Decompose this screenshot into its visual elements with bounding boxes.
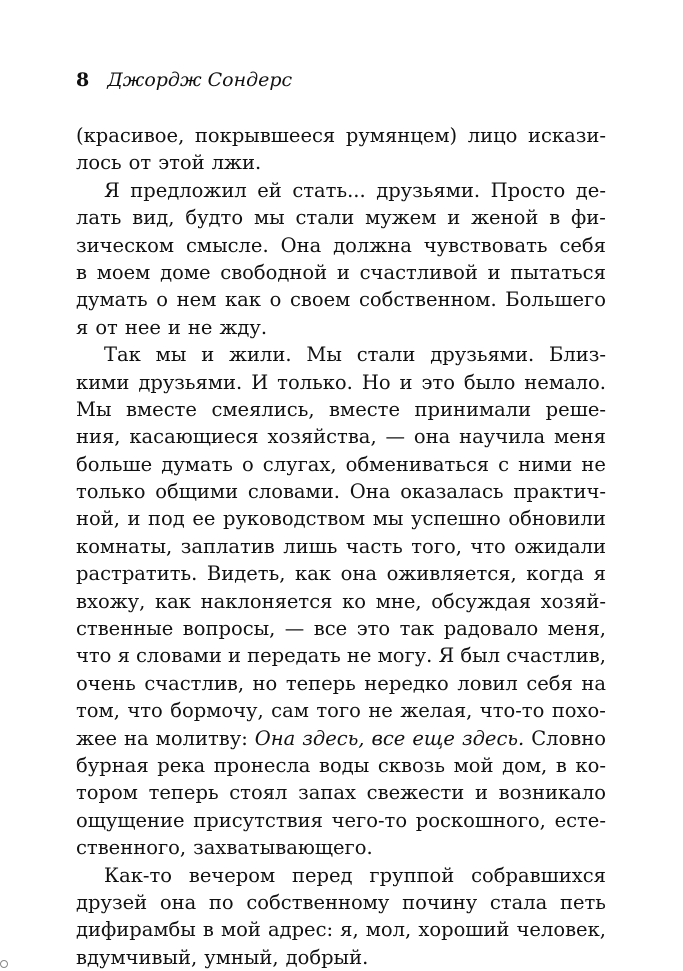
word: это	[421, 370, 455, 394]
word: думать	[76, 288, 148, 312]
word: думать	[161, 452, 233, 476]
word: о	[241, 452, 254, 476]
word: от	[95, 315, 118, 339]
word: Близ-	[548, 343, 606, 367]
word: Просто	[490, 178, 566, 202]
word: себя	[559, 233, 606, 257]
word: слугах,	[262, 452, 337, 476]
word: теперь	[285, 671, 356, 695]
word: мужем	[365, 206, 437, 230]
word: должна	[333, 233, 412, 257]
word: собравшихся	[471, 863, 606, 887]
word: Большего	[505, 288, 606, 312]
word: человек,	[516, 918, 606, 942]
word: бормочу,	[170, 699, 264, 723]
word: что-то	[479, 699, 545, 723]
word: хороший	[418, 918, 510, 942]
word: в	[202, 918, 214, 942]
word: ко	[342, 589, 367, 613]
word: руководством	[222, 507, 366, 531]
word: счастлив,	[144, 671, 245, 695]
word: свежести	[366, 781, 465, 805]
word: под	[148, 507, 185, 531]
text-line	[76, 122, 606, 149]
word: смеялись,	[211, 397, 315, 421]
word: мой	[453, 753, 494, 777]
word: очень	[76, 671, 136, 695]
word: ной,	[76, 507, 120, 531]
word: себя	[526, 671, 573, 695]
word: воды	[319, 753, 370, 777]
text-line	[76, 451, 606, 478]
word: группой	[369, 863, 455, 887]
word: умный,	[204, 945, 279, 969]
running-head-title: Джордж Сондерс	[107, 69, 293, 91]
word: вид,	[132, 206, 175, 230]
word: что	[76, 644, 112, 668]
word: касающиеся	[129, 425, 259, 449]
word: друзей	[76, 890, 148, 914]
word: женой	[471, 206, 539, 230]
word: она	[340, 562, 377, 586]
word: Так	[104, 343, 141, 367]
word: на	[124, 726, 149, 750]
italic-word: все	[371, 726, 406, 750]
word: кими	[76, 370, 130, 394]
word: в	[549, 206, 561, 230]
word: ощущение	[76, 808, 185, 832]
word: и	[227, 644, 241, 668]
word: вместе	[126, 397, 197, 421]
word: Она	[349, 480, 391, 504]
text-line	[76, 642, 606, 669]
word: Мы	[76, 397, 112, 421]
word: чувствовать	[423, 233, 548, 257]
word: словами	[136, 644, 222, 668]
text-line	[76, 752, 606, 779]
word: река	[157, 753, 206, 777]
word: могу.	[377, 644, 433, 668]
word: о	[269, 288, 282, 312]
word: Но	[361, 370, 391, 394]
text-line	[76, 725, 606, 752]
word: ей	[257, 178, 282, 202]
word: сам	[271, 699, 309, 723]
text-line	[76, 889, 606, 916]
word: часть	[345, 534, 403, 558]
italic-word: Она	[254, 726, 296, 750]
word: наклоняется	[200, 589, 333, 613]
word: друзьями.	[376, 178, 481, 202]
word: и	[167, 315, 181, 339]
word: присутствия	[193, 808, 323, 832]
text-line	[76, 533, 606, 560]
word: меня,	[547, 617, 606, 641]
word: ния,	[76, 425, 121, 449]
italic-word: здесь.	[461, 726, 525, 750]
word: того	[316, 699, 361, 723]
word: мне,	[375, 589, 422, 613]
word: не	[346, 644, 372, 668]
word: вместе	[329, 397, 400, 421]
word: фи-	[571, 206, 606, 230]
word: и	[487, 260, 501, 284]
word: так	[399, 617, 435, 641]
word: чего-то	[331, 808, 408, 832]
word: немало.	[524, 370, 606, 394]
word: Я	[438, 644, 455, 668]
text-line	[76, 204, 606, 231]
word: радовало	[443, 617, 539, 641]
word: друзьями.	[430, 343, 535, 367]
word: того,	[411, 534, 462, 558]
word: искази-	[528, 124, 606, 147]
word: И	[251, 370, 269, 394]
word: я	[117, 644, 130, 668]
word: жду.	[219, 315, 268, 339]
word: ственного,	[76, 836, 187, 860]
running-head	[76, 68, 292, 92]
word: добрый.	[285, 945, 369, 969]
text-line	[76, 588, 606, 615]
word: и	[336, 260, 350, 284]
word: мы	[372, 507, 404, 531]
word: как	[224, 288, 261, 312]
word: как	[154, 589, 191, 613]
word: нередко	[364, 671, 449, 695]
word: (красивое,	[76, 124, 185, 147]
text-line	[76, 286, 606, 313]
word: ее	[192, 507, 216, 531]
word: в	[76, 260, 87, 284]
word: стала	[489, 890, 548, 914]
italic-word: здесь,	[302, 726, 365, 750]
word: обмениваться	[345, 452, 490, 476]
word: и	[201, 343, 215, 367]
word: на	[581, 671, 606, 695]
word: что	[470, 534, 506, 558]
word: стать...	[292, 178, 366, 202]
word: роскошного,	[415, 808, 546, 832]
text-line	[76, 259, 606, 286]
word: ловил	[457, 671, 518, 695]
word: собственному	[246, 890, 390, 914]
scan-corner-mark	[0, 960, 8, 968]
word: обновили	[508, 507, 606, 531]
word: мы	[253, 206, 285, 230]
word: лишь	[283, 534, 338, 558]
text-line	[76, 697, 606, 724]
word: передать	[247, 644, 341, 668]
word: успешно	[410, 507, 501, 531]
word: Мы	[306, 343, 342, 367]
word: доме	[160, 260, 211, 284]
word: зическом	[76, 233, 175, 257]
word: по	[208, 890, 234, 914]
word: нее	[124, 315, 161, 339]
word: дифирамбы	[76, 918, 196, 942]
word: ко-	[575, 753, 606, 777]
text-line	[76, 396, 606, 423]
word: вопросы,	[182, 617, 276, 641]
word: де-	[575, 178, 606, 202]
word: Видеть,	[206, 562, 286, 586]
word: что	[127, 699, 163, 723]
text-line	[76, 862, 606, 889]
word: захватывающего.	[193, 836, 373, 860]
word: оживляется,	[386, 562, 517, 586]
word: жее	[76, 726, 118, 750]
word: не	[187, 315, 213, 339]
word: румянцем)	[345, 124, 458, 147]
word: мы	[155, 343, 187, 367]
word: все	[313, 617, 348, 641]
word: этой	[158, 151, 205, 175]
word: Словно	[531, 726, 606, 750]
word: будто	[185, 206, 244, 230]
word: меня	[553, 425, 606, 449]
word: свободной	[220, 260, 328, 284]
word: Я	[104, 178, 120, 202]
word: хозяйства,	[267, 425, 377, 449]
word: жили.	[229, 343, 292, 367]
word: но	[252, 671, 278, 695]
word: запах	[298, 781, 356, 805]
word: только	[76, 480, 146, 504]
word: теперь	[148, 781, 219, 805]
word: общими	[155, 480, 239, 504]
text-line	[76, 916, 606, 943]
word: хозяй-	[540, 589, 606, 613]
word: когда	[526, 562, 585, 586]
word: ними	[518, 452, 573, 476]
word: друзьями.	[138, 370, 243, 394]
word: ожидали	[514, 534, 606, 558]
text-line	[76, 423, 606, 450]
word: только.	[277, 370, 353, 394]
word: пытаться	[510, 260, 606, 284]
word: больше	[76, 452, 153, 476]
text-line	[76, 944, 606, 971]
word: —	[385, 425, 405, 449]
word: лжи.	[211, 151, 262, 175]
text-line	[76, 807, 606, 834]
text-line	[76, 560, 606, 587]
word: был	[460, 644, 501, 668]
word: реше-	[545, 397, 606, 421]
text-line	[76, 505, 606, 532]
word: стали	[295, 206, 355, 230]
word: сквозь	[377, 753, 445, 777]
word: обсуждая	[431, 589, 532, 613]
word: принимали	[414, 397, 532, 421]
word: том,	[76, 699, 120, 723]
word: и	[399, 370, 413, 394]
word: моем	[96, 260, 151, 284]
word: растратить.	[76, 562, 198, 586]
word: мой	[220, 918, 261, 942]
text-line	[76, 834, 606, 861]
word: с	[498, 452, 510, 476]
word: почину	[402, 890, 478, 914]
text-line	[76, 369, 606, 396]
word: возникало	[498, 781, 606, 805]
text-line	[76, 149, 606, 176]
word: не	[581, 452, 606, 476]
word: есте-	[554, 808, 606, 832]
word: предложил	[130, 178, 247, 202]
word: —	[284, 617, 305, 641]
word: ственные	[76, 617, 174, 641]
word: и	[127, 507, 141, 531]
word: вхожу,	[76, 589, 146, 613]
word: своем	[289, 288, 351, 312]
word: я	[76, 315, 89, 339]
word: адрес:	[267, 918, 334, 942]
text-line	[76, 232, 606, 259]
word: лать	[76, 206, 122, 230]
word: не	[368, 699, 393, 723]
word: она	[159, 890, 197, 914]
word: похо-	[551, 699, 606, 723]
word: нем	[176, 288, 217, 312]
word: о	[156, 288, 169, 312]
text-line	[76, 478, 606, 505]
word: я,	[340, 918, 359, 942]
word: словами.	[247, 480, 340, 504]
word: смысле.	[186, 233, 269, 257]
body-text	[76, 122, 606, 971]
word: вдумчивый,	[76, 945, 198, 969]
word: я	[593, 562, 606, 586]
word: от	[128, 151, 152, 175]
word: мол,	[365, 918, 412, 942]
word: оказалась	[400, 480, 504, 504]
word: она	[413, 425, 451, 449]
word: дом,	[502, 753, 548, 777]
word: бурная	[76, 753, 149, 777]
word: и	[474, 781, 488, 805]
word: вечером	[188, 863, 276, 887]
word: как	[295, 562, 332, 586]
word: научила	[459, 425, 546, 449]
word: стоял	[229, 781, 288, 805]
word: и	[447, 206, 461, 230]
text-line	[76, 341, 606, 368]
word: было	[463, 370, 516, 394]
word: молитву:	[155, 726, 248, 750]
italic-word: еще	[412, 726, 455, 750]
word: счастлив,	[506, 644, 606, 668]
word: в	[555, 753, 567, 777]
word: Она	[280, 233, 322, 257]
text-line	[76, 177, 606, 204]
text-line	[76, 779, 606, 806]
text-line	[76, 670, 606, 697]
word: это	[356, 617, 391, 641]
word: пронесла	[213, 753, 311, 777]
word: Как-то	[104, 863, 173, 887]
text-line	[76, 314, 606, 341]
text-line	[76, 615, 606, 642]
word: петь	[559, 890, 606, 914]
word: лицо	[467, 124, 518, 147]
word: покрывшееся	[194, 124, 336, 147]
word: перед	[292, 863, 353, 887]
word: стали	[356, 343, 416, 367]
word: тором	[76, 781, 138, 805]
word: желая,	[400, 699, 473, 723]
page-number: 8	[76, 69, 90, 91]
word: собственном.	[358, 288, 497, 312]
word: комнаты,	[76, 534, 173, 558]
word: практич-	[513, 480, 606, 504]
word: лось	[76, 151, 122, 175]
word: заплатив	[180, 534, 275, 558]
word: счастливой	[359, 260, 478, 284]
